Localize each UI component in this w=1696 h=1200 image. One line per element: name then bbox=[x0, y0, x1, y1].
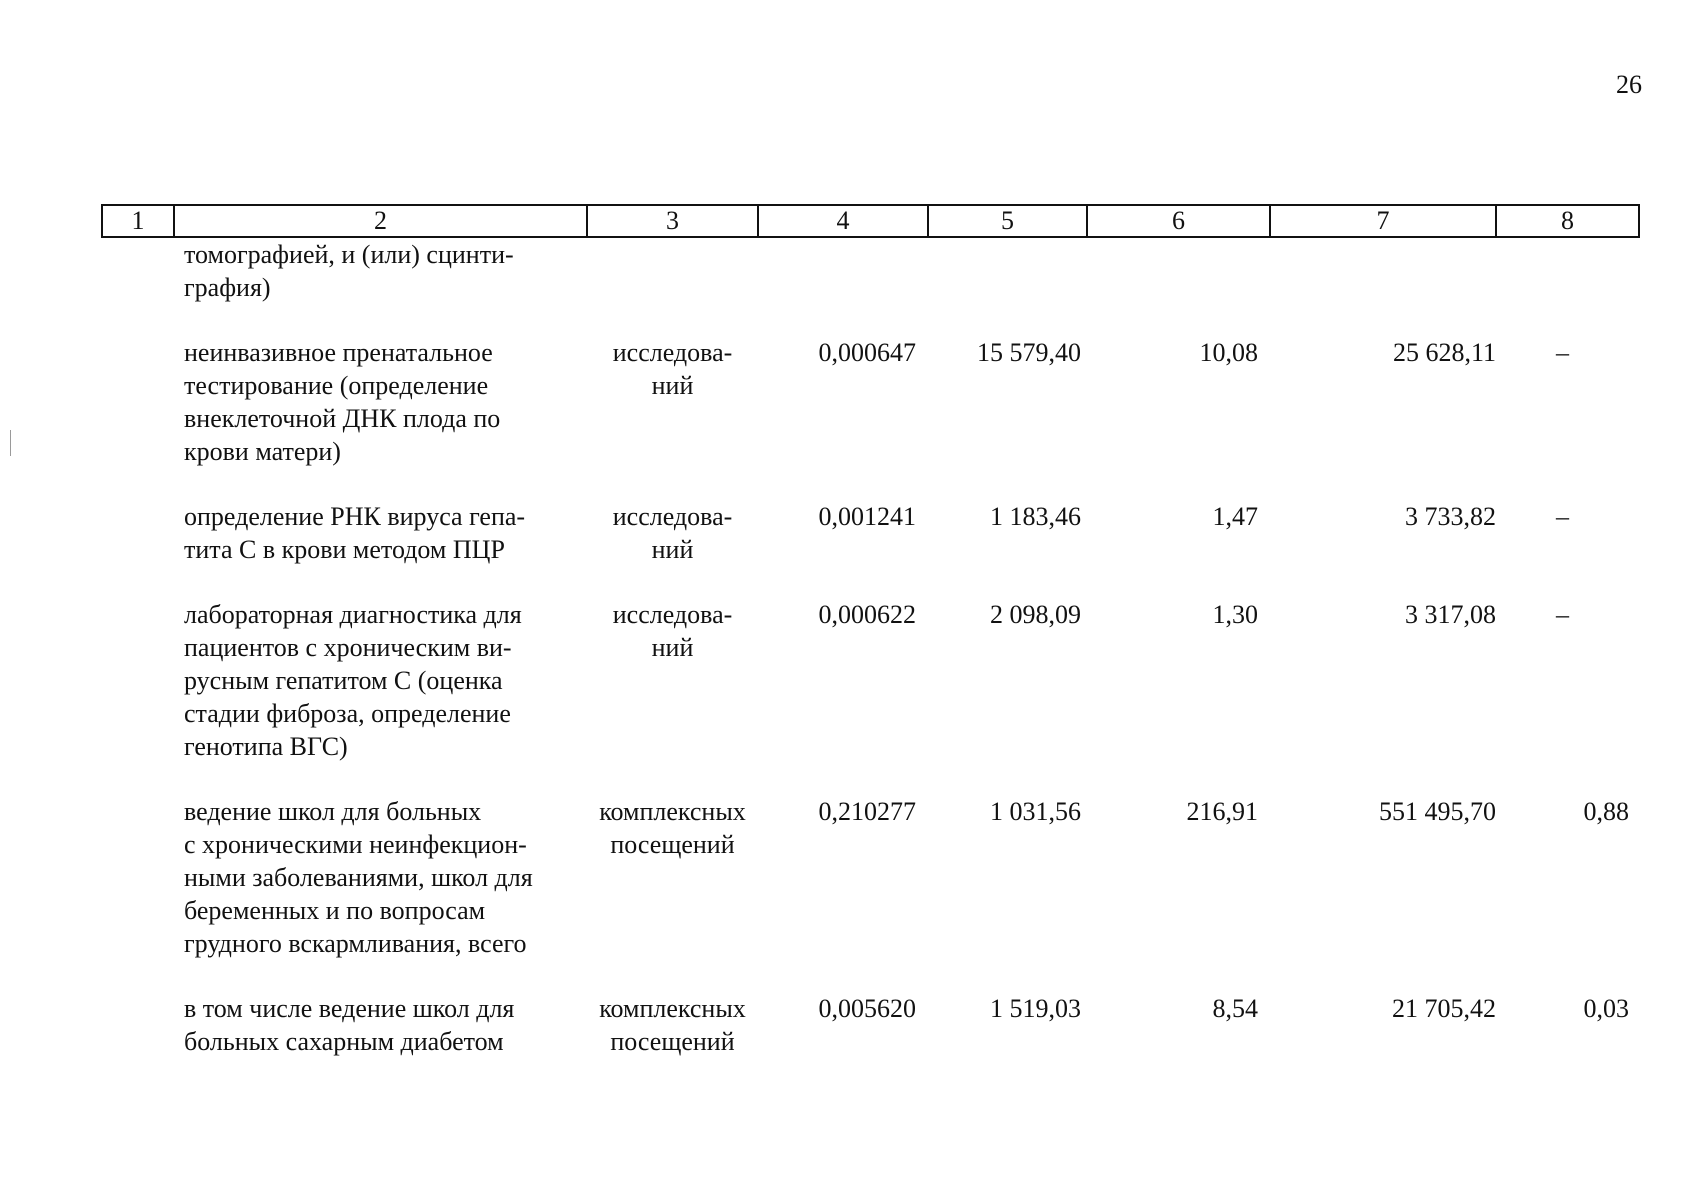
name-line: крови матери) bbox=[184, 437, 341, 466]
table-row bbox=[102, 992, 1639, 1058]
unit-line: посещений bbox=[610, 830, 735, 859]
name-line: больных сахарным диабетом bbox=[184, 1027, 504, 1056]
table-row bbox=[102, 237, 1639, 336]
data-table bbox=[101, 204, 1640, 1058]
value-col8: 0,03 bbox=[1583, 994, 1629, 1023]
name-line: беременных и по вопросам bbox=[184, 896, 486, 925]
header-col-3: 3 bbox=[587, 205, 758, 237]
header-col-5: 5 bbox=[928, 205, 1087, 237]
name-line: русным гепатитом С (оценка bbox=[184, 666, 503, 695]
cell-col1 bbox=[102, 598, 174, 795]
value-col7: 21 705,42 bbox=[1392, 994, 1496, 1023]
value-col8 bbox=[1496, 237, 1639, 336]
unit-line: посещений bbox=[610, 1027, 735, 1056]
unit bbox=[587, 237, 758, 336]
header-col-2: 2 bbox=[174, 205, 587, 237]
value-col6: 8,54 bbox=[1212, 994, 1258, 1023]
unit-line: исследова- bbox=[612, 502, 733, 531]
header-col-1: 1 bbox=[102, 205, 174, 237]
header-col-6: 6 bbox=[1087, 205, 1270, 237]
table-row bbox=[102, 500, 1639, 598]
name-line: пациентов с хроническим ви- bbox=[184, 633, 512, 662]
name-line: в том числе ведение школ для bbox=[184, 994, 515, 1023]
page-number: 26 bbox=[1616, 70, 1642, 99]
value-col5: 1 519,03 bbox=[990, 994, 1081, 1023]
name-line: тестирование (определение bbox=[184, 371, 489, 400]
service-name bbox=[174, 500, 587, 598]
header-row bbox=[102, 205, 1639, 237]
cell-col1 bbox=[102, 500, 174, 598]
unit bbox=[587, 795, 758, 992]
value-col8: – bbox=[1556, 338, 1569, 367]
name-line: лабораторная диагностика для bbox=[184, 600, 522, 629]
value-col6 bbox=[1087, 237, 1270, 336]
name-line: неинвазивное пренатальное bbox=[184, 338, 493, 367]
unit-line: ний bbox=[651, 633, 694, 662]
value-col4: 0,001241 bbox=[818, 502, 916, 531]
service-name bbox=[174, 992, 587, 1058]
service-name bbox=[174, 598, 587, 795]
table-row bbox=[102, 336, 1639, 500]
table-row bbox=[102, 598, 1639, 795]
value-col4: 0,000622 bbox=[818, 600, 916, 629]
name-line: с хроническими неинфекцион- bbox=[184, 830, 527, 859]
value-col5: 15 579,40 bbox=[977, 338, 1081, 367]
value-col5: 1 183,46 bbox=[990, 502, 1081, 531]
value-col5 bbox=[928, 237, 1087, 336]
header-col-4: 4 bbox=[758, 205, 928, 237]
name-line: генотипа ВГС) bbox=[184, 732, 348, 761]
name-line: грудного вскармливания, всего bbox=[184, 929, 527, 958]
name-line: томографией, и (или) сцинти- bbox=[184, 240, 514, 269]
name-line: внеклеточной ДНК плода по bbox=[184, 404, 501, 433]
value-col7: 3 317,08 bbox=[1405, 600, 1496, 629]
value-col5: 1 031,56 bbox=[990, 797, 1081, 826]
name-line: стадии фиброза, определение bbox=[184, 699, 511, 728]
unit-line: ний bbox=[651, 535, 694, 564]
unit-line: ний bbox=[651, 371, 694, 400]
name-line: ведение школ для больных bbox=[184, 797, 482, 826]
unit-line: исследова- bbox=[612, 338, 733, 367]
unit-line: исследова- bbox=[612, 600, 733, 629]
name-line: определение РНК вируса гепа- bbox=[184, 502, 526, 531]
service-name bbox=[174, 336, 587, 500]
service-name bbox=[174, 795, 587, 992]
value-col7: 551 495,70 bbox=[1379, 797, 1496, 826]
value-col6: 1,47 bbox=[1212, 502, 1258, 531]
table-row bbox=[102, 795, 1639, 992]
value-col8: – bbox=[1556, 600, 1569, 629]
cell-col1 bbox=[102, 237, 174, 336]
unit-line: комплексных bbox=[599, 797, 746, 826]
unit bbox=[587, 992, 758, 1058]
value-col8: 0,88 bbox=[1583, 797, 1629, 826]
cell-col1 bbox=[102, 992, 174, 1058]
margin-mark bbox=[10, 430, 11, 456]
value-col4 bbox=[758, 237, 928, 336]
value-col4: 0,210277 bbox=[818, 797, 916, 826]
unit bbox=[587, 598, 758, 795]
value-col8: – bbox=[1556, 502, 1569, 531]
value-col7: 25 628,11 bbox=[1392, 338, 1496, 367]
unit bbox=[587, 500, 758, 598]
value-col7: 3 733,82 bbox=[1405, 502, 1496, 531]
value-col6: 10,08 bbox=[1199, 338, 1258, 367]
name-line: ными заболеваниями, школ для bbox=[184, 863, 533, 892]
unit-line: комплексных bbox=[599, 994, 746, 1023]
service-name bbox=[174, 237, 587, 336]
cell-col1 bbox=[102, 336, 174, 500]
unit bbox=[587, 336, 758, 500]
cell-col1 bbox=[102, 795, 174, 992]
name-line: графия) bbox=[184, 273, 271, 302]
value-col4: 0,000647 bbox=[818, 338, 916, 367]
name-line: тита С в крови методом ПЦР bbox=[184, 535, 505, 564]
value-col6: 1,30 bbox=[1212, 600, 1258, 629]
header-col-7: 7 bbox=[1270, 205, 1496, 237]
header-col-8: 8 bbox=[1496, 205, 1639, 237]
value-col6: 216,91 bbox=[1186, 797, 1258, 826]
value-col4: 0,005620 bbox=[818, 994, 916, 1023]
value-col7 bbox=[1270, 237, 1496, 336]
value-col5: 2 098,09 bbox=[990, 600, 1081, 629]
